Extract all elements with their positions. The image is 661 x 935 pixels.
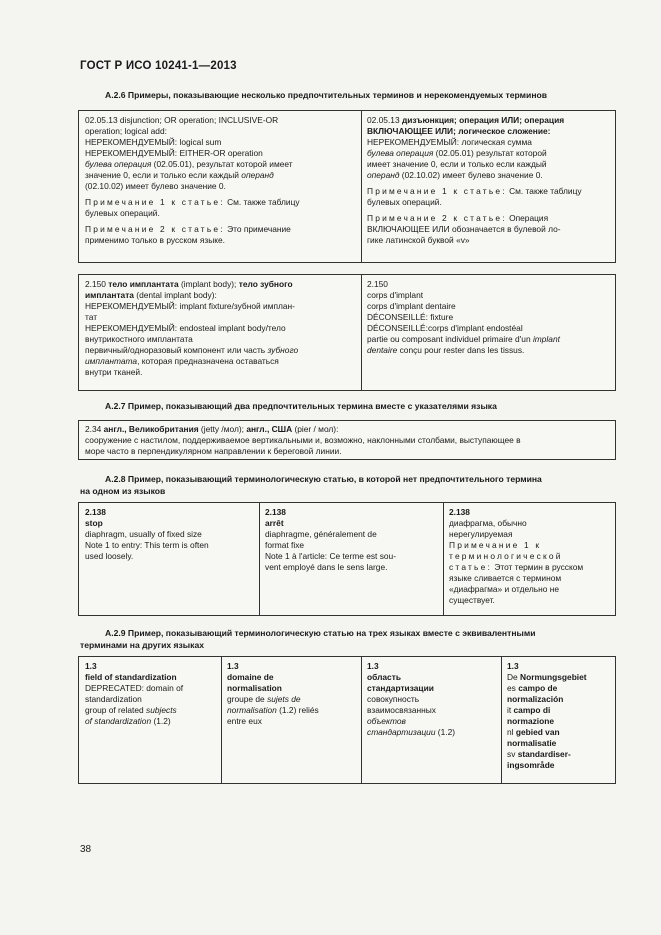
column-divider bbox=[259, 503, 260, 615]
term-ref: normalisation bbox=[227, 705, 277, 715]
definition-text: внутри тканей. bbox=[85, 367, 143, 377]
entry-number: 1.3 bbox=[227, 661, 239, 671]
section-title-a28: А.2.8 Пример, показывающий терминологическую статью, в которой нет предпочтительного термина bbox=[105, 474, 542, 484]
language-code: sv bbox=[507, 749, 518, 759]
definition-text: (02.05.01), результат которой имеет bbox=[151, 159, 293, 169]
note-text: used loosely. bbox=[85, 551, 134, 561]
deprecated-term: НЕРЕКОМЕНДУЕМЫЙ: endosteal implant body/тело bbox=[85, 323, 286, 333]
a27-entry-box bbox=[78, 420, 616, 460]
definition-text: (02.05.01) результат которой bbox=[433, 148, 547, 158]
deprecated-term: DÉCONSEILLÉ:corps d'implant endostéal bbox=[367, 323, 523, 333]
definition-text: (1.2) bbox=[151, 716, 171, 726]
term-ref: объектов bbox=[367, 716, 406, 726]
equivalent-term: standardiser- bbox=[517, 749, 571, 759]
a28-french-entry bbox=[265, 507, 439, 573]
entry-text: (implant body); bbox=[178, 279, 239, 289]
language-indicator: англ., Великобритания bbox=[103, 424, 199, 434]
term-ref: операнд bbox=[367, 170, 400, 180]
term: corps d'implant bbox=[367, 290, 424, 300]
note-text: vent employé dans le sens large. bbox=[265, 562, 388, 572]
definition-text: group of related bbox=[85, 705, 146, 715]
language-code: nl bbox=[507, 727, 516, 737]
equivalent-term: normalisatie bbox=[507, 738, 557, 748]
note-label: Примечание 1 к статье: bbox=[85, 197, 225, 207]
a29-russian-entry bbox=[367, 661, 499, 738]
a29-french-entry bbox=[227, 661, 359, 727]
definition-text: (1.2) reliés bbox=[276, 705, 319, 715]
note-text: См. также таблицу bbox=[506, 186, 582, 196]
preferred-term: имплантата bbox=[85, 290, 134, 300]
document-header: ГОСТ Р ИСО 10241-1—2013 bbox=[80, 60, 237, 72]
definition-text: сооружение с настилом, поддерживаемое вертикальными и, возможно, наклонными столбами, выступающее в bbox=[85, 435, 521, 445]
definition-text: (02.10.02) имеет булево значение 0. bbox=[399, 170, 543, 180]
a26-russian-entry bbox=[367, 115, 611, 246]
entry-number: 02.05.13 bbox=[367, 115, 402, 125]
section-title-a27: А.2.7 Пример, показывающий два предпочтительных термина вместе с указателями языка bbox=[105, 401, 497, 411]
entry-number: 2.138 bbox=[449, 507, 470, 517]
term-ref: стандартизации bbox=[367, 727, 436, 737]
definition-text: значение 0, если и только если каждый bbox=[85, 170, 242, 180]
entry-text: (jetty /мол); bbox=[198, 424, 247, 434]
deprecated-term: standardization bbox=[85, 694, 142, 704]
implant-russian-entry bbox=[85, 279, 353, 378]
definition-text: совокупность bbox=[367, 694, 420, 704]
deprecated-term: тат bbox=[85, 312, 98, 322]
note-text: Операция bbox=[506, 213, 549, 223]
equivalent-term: normazione bbox=[507, 716, 554, 726]
deprecated-term: НЕРЕКОМЕНДУЕМЫЙ: logical sum bbox=[85, 137, 222, 147]
entry-line: operation; logical add: bbox=[85, 126, 167, 136]
definition-text: format fixe bbox=[265, 540, 305, 550]
entry-text: (pier / мол): bbox=[292, 424, 339, 434]
a28-russian-entry bbox=[449, 507, 613, 606]
term-ref: sujets de bbox=[267, 694, 301, 704]
equivalent-term: gebied van bbox=[515, 727, 560, 737]
term-ref: операнд bbox=[241, 170, 274, 180]
language-indicator: англ., США bbox=[246, 424, 293, 434]
section-title-a29-cont: терминами на других языках bbox=[80, 640, 205, 650]
language-code: De bbox=[507, 672, 521, 682]
note-text: булевых операций. bbox=[367, 197, 442, 207]
definition-text: conçu pour rester dans les tissus. bbox=[397, 345, 525, 355]
preferred-term: стандартизации bbox=[367, 683, 434, 693]
equivalent-term: normalización bbox=[507, 694, 564, 704]
term-ref: dentaire bbox=[367, 345, 398, 355]
preferred-term: область bbox=[367, 672, 401, 682]
equivalent-term: campo de bbox=[518, 683, 558, 693]
term-ref: имплантата bbox=[85, 356, 138, 366]
preferred-term: stop bbox=[85, 518, 103, 528]
term-ref: of standardization bbox=[85, 716, 152, 726]
section-title-a29: А.2.9 Пример, показывающий терминологическую статью на трех языках вместе с эквивалентными bbox=[105, 628, 536, 638]
equivalent-term: campo di bbox=[513, 705, 551, 715]
term-ref: implant bbox=[532, 334, 560, 344]
column-divider bbox=[501, 657, 502, 783]
definition-text: диафрагма, обычно bbox=[449, 518, 527, 528]
note-label: Примечание 1 к bbox=[449, 540, 542, 550]
deprecated-term: DÉCONSEILLÉ: fixture bbox=[367, 312, 454, 322]
entry-text: (dental implant body): bbox=[133, 290, 217, 300]
a29-entry-box bbox=[78, 656, 616, 784]
note-text: См. также таблицу bbox=[224, 197, 300, 207]
deprecated-term: DEPRECATED: domain of bbox=[85, 683, 184, 693]
term-ref: булева операция bbox=[85, 159, 152, 169]
page-number: 38 bbox=[80, 844, 92, 855]
entry-number: 1.3 bbox=[507, 661, 519, 671]
entry-number: 1.3 bbox=[85, 661, 97, 671]
entry-number: 2.34 bbox=[85, 424, 104, 434]
note-text: применимо только в русском языке. bbox=[85, 235, 225, 245]
definition-text: имеет значение 0, если и только если каждый bbox=[367, 159, 547, 169]
definition-text: (02.10.02) имеет булево значение 0. bbox=[85, 181, 226, 191]
term-ref: булева операция bbox=[367, 148, 434, 158]
entry-number: 2.150 bbox=[85, 279, 109, 289]
preferred-term: normalisation bbox=[227, 683, 282, 693]
preferred-term: дизъюнкция; операция ИЛИ; операция bbox=[401, 115, 565, 125]
preferred-term: тело имплантата bbox=[108, 279, 179, 289]
implant-french-entry bbox=[367, 279, 611, 356]
definition-text: entre eux bbox=[227, 716, 262, 726]
a27-entry bbox=[85, 424, 613, 457]
column-divider bbox=[221, 657, 222, 783]
term-ref: subjects bbox=[146, 705, 177, 715]
preferred-term: domaine de bbox=[227, 672, 274, 682]
definition-text: (1.2) bbox=[435, 727, 456, 737]
column-divider bbox=[361, 657, 362, 783]
preferred-term: ВКЛЮЧАЮЩЕЕ ИЛИ; логическое сложение: bbox=[367, 126, 551, 136]
deprecated-term: НЕРЕКОМЕНДУЕМЫЙ: implant fixture/зубной имплан- bbox=[85, 301, 295, 311]
equivalent-term: ingsområde bbox=[507, 760, 555, 770]
a28-entry-box bbox=[78, 502, 616, 616]
note-text: существует. bbox=[449, 595, 495, 605]
preferred-term: arrêt bbox=[265, 518, 284, 528]
a29-english-entry bbox=[85, 661, 219, 727]
definition-text: море часто в перпендикулярном направлении к береговой линии. bbox=[85, 446, 342, 456]
equivalent-term: Normungsgebiet bbox=[520, 672, 587, 682]
language-code: es bbox=[507, 683, 519, 693]
note-label: статье: bbox=[449, 562, 492, 572]
note-label: Примечание 2 к статье: bbox=[367, 213, 507, 223]
definition-text: взаимосвязанных bbox=[367, 705, 436, 715]
note-label: Примечание 1 к статье: bbox=[367, 186, 507, 196]
entry-number: 2.150 bbox=[367, 279, 388, 289]
note-text: булевых операций. bbox=[85, 208, 160, 218]
section-title-a26: А.2.6 Примеры, показывающие несколько предпочтительных терминов и нерекомендуемых терминов bbox=[105, 90, 548, 100]
a26-english-entry bbox=[85, 115, 353, 246]
a29-equivalents bbox=[507, 661, 613, 771]
column-divider bbox=[443, 503, 444, 615]
a28-english-entry bbox=[85, 507, 255, 562]
definition-text: первичный/одноразовый компонент или часть bbox=[85, 345, 268, 355]
section-title-a28-cont: на одном из языков bbox=[80, 486, 166, 496]
a26-entry-box bbox=[78, 110, 616, 263]
preferred-term: field of standardization bbox=[85, 672, 177, 682]
term: corps d'implant dentaire bbox=[367, 301, 456, 311]
entry-number: 2.138 bbox=[85, 507, 106, 517]
note-text: Это примечание bbox=[224, 224, 291, 234]
definition-text: groupe de bbox=[227, 694, 268, 704]
entry-number: 2.138 bbox=[265, 507, 286, 517]
note-label: терминологической bbox=[449, 551, 563, 561]
entry-number: 1.3 bbox=[367, 661, 379, 671]
note-text: Note 1 à l'article: Ce terme est sou- bbox=[265, 551, 396, 561]
deprecated-term: НЕРЕКОМЕНДУЕМЫЙ: EITHER-OR operation bbox=[85, 148, 263, 158]
note-text: ВКЛЮЧАЮЩЕЕ ИЛИ обозначается в булевой ло- bbox=[367, 224, 561, 234]
implant-entry-box bbox=[78, 274, 616, 391]
language-code: it bbox=[507, 705, 514, 715]
definition-text: diaphragme, généralement de bbox=[265, 529, 377, 539]
column-divider bbox=[361, 111, 362, 262]
column-divider bbox=[361, 275, 362, 390]
term-ref: зубного bbox=[267, 345, 299, 355]
note-text: Этот термин в русском bbox=[492, 562, 584, 572]
definition-text: diaphragm, usually of fixed size bbox=[85, 529, 202, 539]
note-text: Note 1 to entry: This term is often bbox=[85, 540, 209, 550]
deprecated-term: внутрикостного имплантата bbox=[85, 334, 193, 344]
note-text: гике латинской буквой «v» bbox=[367, 235, 470, 245]
definition-text: , которая предназначена оставаться bbox=[137, 356, 279, 366]
note-text: «диафрагма» и отдельно не bbox=[449, 584, 559, 594]
note-text: языке сливается с термином bbox=[449, 573, 562, 583]
entry-line: 02.05.13 disjunction; OR operation; INCLUSIVE-OR bbox=[85, 115, 279, 125]
note-label: Примечание 2 к статье: bbox=[85, 224, 225, 234]
deprecated-term: НЕРЕКОМЕНДУЕМЫЙ: логическая сумма bbox=[367, 137, 532, 147]
definition-text: нерегулируемая bbox=[449, 529, 513, 539]
preferred-term: тело зубного bbox=[238, 279, 293, 289]
definition-text: partie ou composant individuel primaire d'un bbox=[367, 334, 533, 344]
